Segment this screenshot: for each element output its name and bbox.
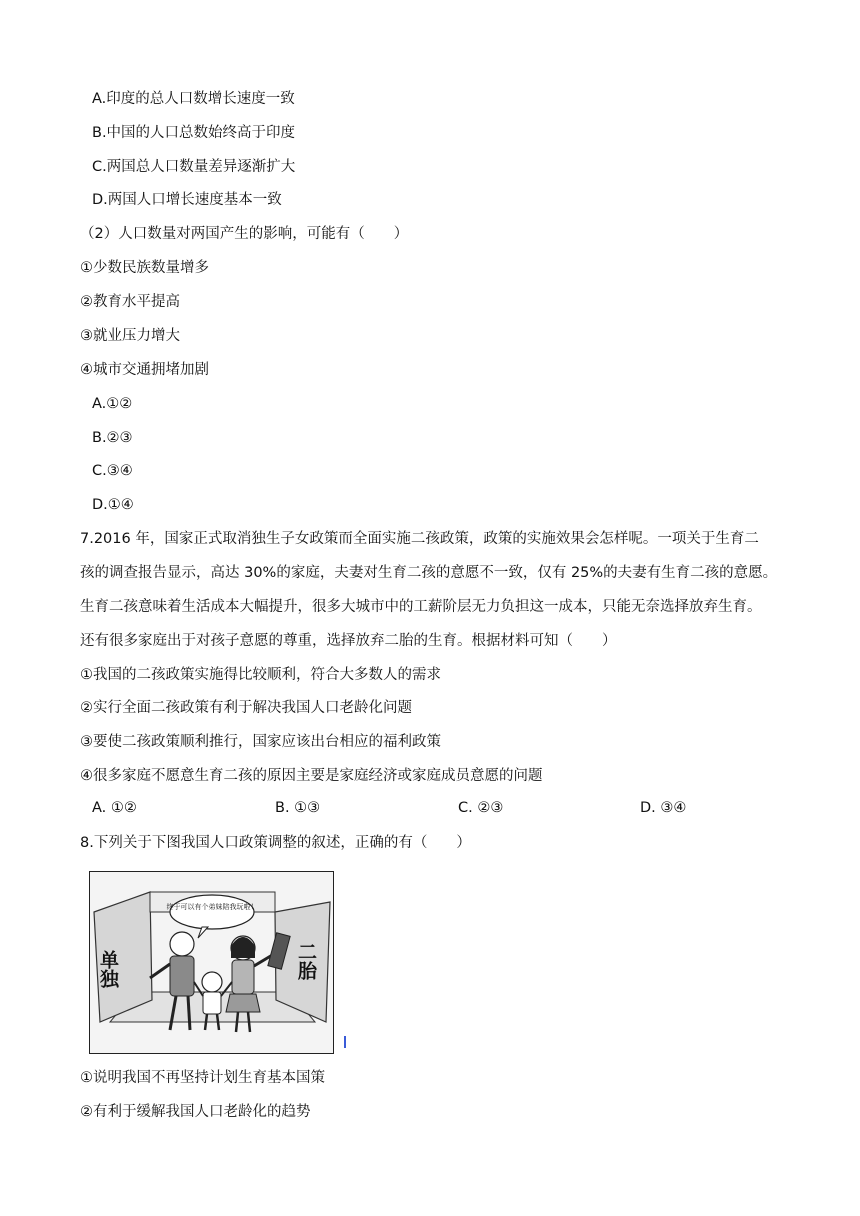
speech-bubble-text: 终于可以有个弟妹陪我玩啦！ [166,903,258,911]
question-6-2-stem: （2）人口数量对两国产生的影响，可能有（ ） [80,226,409,242]
option-d: D.①④ [92,497,134,513]
option-d: D.两国人口增长速度基本一致 [92,192,282,208]
cursor-mark [344,1036,346,1048]
option-a: A.①② [92,396,133,412]
question-7-stem-line: 孩的调查报告显示，高达 30%的家庭，夫妻对生育二孩的意愿不一致，仅有 25%的夫妻有生育二孩的意愿。 [80,565,778,581]
option-b: B. ①③ [275,800,321,816]
left-flap-label: 单独 [97,950,119,988]
question-7-stem-line: 生育二孩意味着生活成本大幅提升，很多大城市中的工薪阶层无力负担这一成本，只能无奈选择放弃生育。 [80,599,762,615]
option-a: A. ①② [92,800,137,816]
question-7-stem-line: 7.2016 年，国家正式取消独生子女政策而全面实施二孩政策，政策的实施效果会怎样呢。一项关于生育二 [80,531,759,547]
option-c: C.两国总人口数量差异逐渐扩大 [92,159,296,175]
statement-2: ②实行全面二孩政策有利于解决我国人口老龄化问题 [80,700,412,716]
statement-1: ①少数民族数量增多 [80,260,209,276]
option-d: D. ③④ [640,800,687,816]
option-c: C.③④ [92,463,133,479]
option-a: A.印度的总人口数增长速度一致 [92,91,295,107]
statement-2: ②有利于缓解我国人口老龄化的趋势 [80,1104,311,1120]
statement-3: ③就业压力增大 [80,328,180,344]
statement-1: ①我国的二孩政策实施得比较顺利，符合大多数人的需求 [80,667,441,683]
statement-2: ②教育水平提高 [80,294,180,310]
statement-4: ④很多家庭不愿意生育二孩的原因主要是家庭经济或家庭成员意愿的问题 [80,768,543,784]
statement-4: ④城市交通拥堵加剧 [80,362,209,378]
right-flap-label: 二胎 [295,942,317,980]
option-b: B.中国的人口总数始终高于印度 [92,125,296,141]
question-7-stem-line: 还有很多家庭出于对孩子意愿的尊重，选择放弃二胎的生育。根据材料可知（ ） [80,633,617,649]
option-c: C. ②③ [458,800,504,816]
options-row [92,800,792,820]
statement-1: ①说明我国不再坚持计划生育基本国策 [80,1070,325,1086]
policy-cartoon [89,871,334,1054]
question-8-stem: 8.下列关于下图我国人口政策调整的叙述，正确的有（ ） [80,835,471,851]
statement-3: ③要使二孩政策顺利推行，国家应该出台相应的福利政策 [80,734,441,750]
option-b: B.②③ [92,430,133,446]
